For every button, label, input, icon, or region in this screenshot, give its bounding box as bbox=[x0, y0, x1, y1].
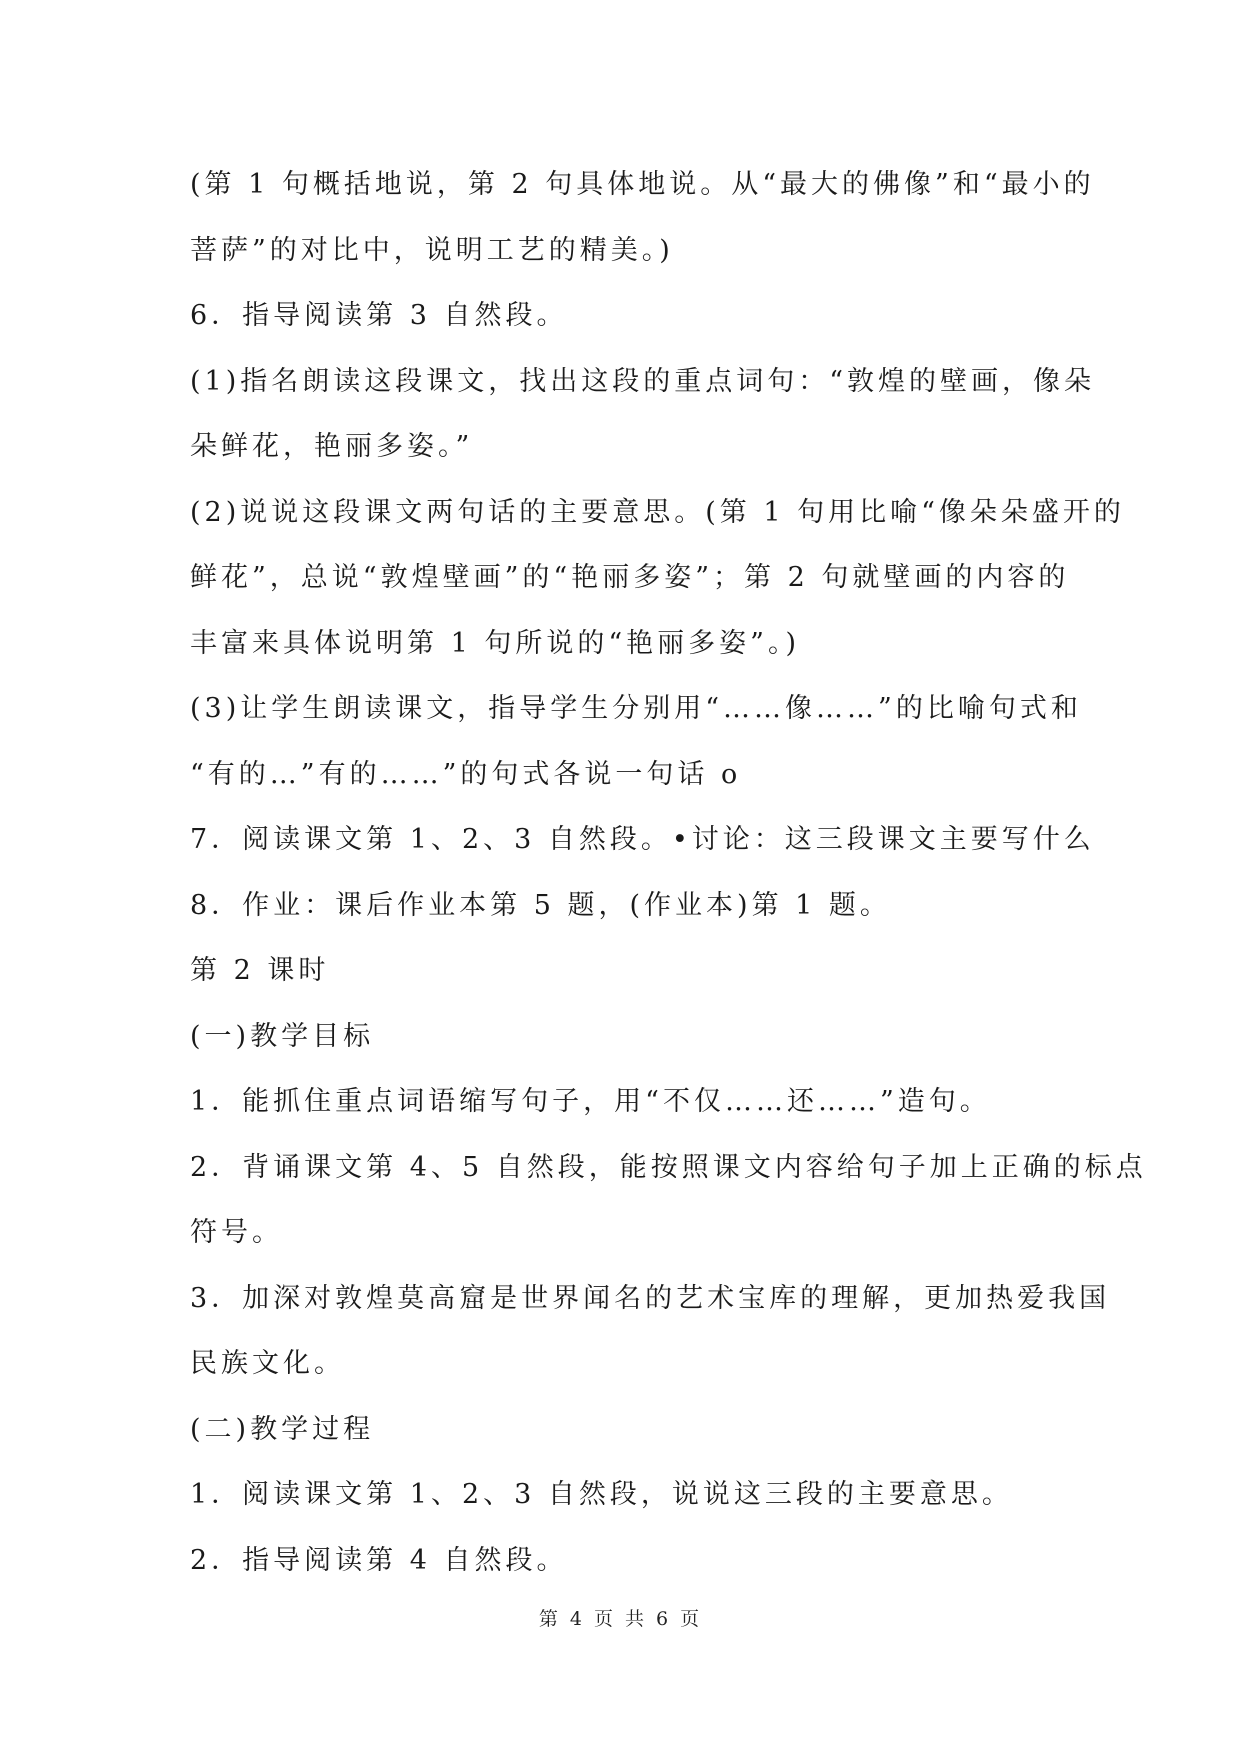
text-line: 1．能抓住重点词语缩写句子，用“不仅……还……”造句。 bbox=[190, 1086, 991, 1117]
text-line: (1)指名朗读这段课文，找出这段的重点词句：“敦煌的壁画，像朵 bbox=[190, 365, 1096, 397]
text-line: 丰富来具体说明第 1 句所说的“艳丽多姿”。) bbox=[190, 627, 800, 659]
text-line: “有的…”有的……”的句式各说一句话 o bbox=[190, 758, 742, 790]
text-line: (2)说说这段课文两句话的主要意思。(第 1 句用比喻“像朵朵盛开的 bbox=[190, 496, 1125, 528]
text-line: 6．指导阅读第 3 自然段。 bbox=[190, 300, 568, 331]
text-line: 菩萨”的对比中，说明工艺的精美。) bbox=[190, 234, 674, 266]
text-line: (第 1 句概括地说，第 2 句具体地说。从“最大的佛像”和“最小的 bbox=[190, 169, 1095, 200]
text-line: 朵鲜花，艳丽多姿。” bbox=[190, 431, 474, 462]
text-line: 符号。 bbox=[190, 1217, 283, 1248]
text-line: 7．阅读课文第 1、2、3 自然段。•讨论：这三段课文主要写什么 bbox=[190, 824, 1095, 855]
subsection-heading: (二)教学过程 bbox=[190, 1413, 375, 1445]
page-number-footer: 第 4 页 共 6 页 bbox=[538, 1608, 703, 1630]
body-text bbox=[190, 152, 1147, 1593]
text-line: (3)让学生朗读课文，指导学生分别用“……像……”的比喻句式和 bbox=[190, 693, 1082, 724]
text-line: 8．作业：课后作业本第 5 题，(作业本)第 1 题。 bbox=[190, 889, 891, 921]
subsection-heading: (一)教学目标 bbox=[190, 1020, 375, 1052]
text-line: 3．加深对敦煌莫高窟是世界闻名的艺术宝库的理解，更加热爱我国 bbox=[190, 1282, 1111, 1314]
text-line: 2．指导阅读第 4 自然段。 bbox=[190, 1544, 568, 1576]
text-line: 民族文化。 bbox=[190, 1348, 345, 1379]
section-heading: 第 2 课时 bbox=[190, 955, 330, 986]
text-line: 1．阅读课文第 1、2、3 自然段，说说这三段的主要意思。 bbox=[190, 1479, 1013, 1510]
text-line: 2．背诵课文第 4、5 自然段，能按照课文内容给句子加上正确的标点 bbox=[190, 1151, 1147, 1183]
text-line: 鲜花”，总说“敦煌壁画”的“艳丽多姿”；第 2 句就壁画的内容的 bbox=[190, 562, 1070, 593]
